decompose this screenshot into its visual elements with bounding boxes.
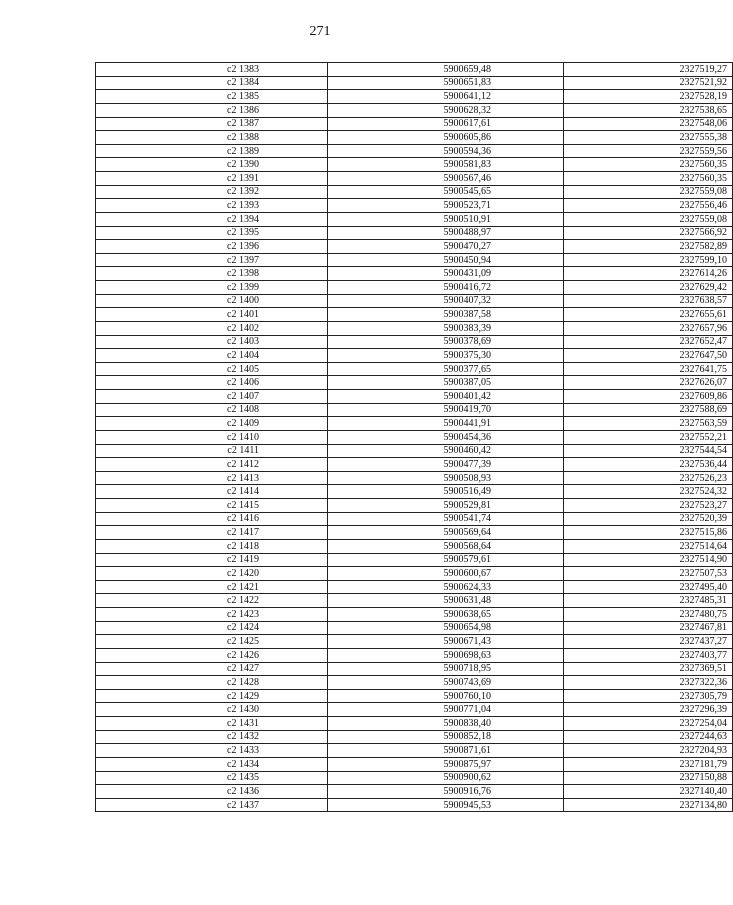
point-id-cell: c2 1391 — [96, 172, 328, 186]
point-id-cell: c2 1436 — [96, 785, 328, 799]
point-id-cell: c2 1386 — [96, 103, 328, 117]
table-row — [96, 131, 733, 145]
point-id-cell: c2 1394 — [96, 212, 328, 226]
y-coordinate-cell: 2327519,27 — [564, 63, 733, 77]
y-coordinate-cell: 2327485,31 — [564, 594, 733, 608]
x-coordinate-cell: 5900916,76 — [328, 785, 564, 799]
table-row — [96, 553, 733, 567]
table-row — [96, 717, 733, 731]
table-row — [96, 676, 733, 690]
table-row — [96, 172, 733, 186]
point-id-cell: c2 1426 — [96, 648, 328, 662]
x-coordinate-cell: 5900581,83 — [328, 158, 564, 172]
x-coordinate-cell: 5900488,97 — [328, 226, 564, 240]
table-row — [96, 608, 733, 622]
y-coordinate-cell: 2327305,79 — [564, 689, 733, 703]
y-coordinate-cell: 2327254,04 — [564, 717, 733, 731]
y-coordinate-cell: 2327544,54 — [564, 444, 733, 458]
y-coordinate-cell: 2327369,51 — [564, 662, 733, 676]
point-id-cell: c2 1405 — [96, 362, 328, 376]
table-row — [96, 294, 733, 308]
table-row — [96, 240, 733, 254]
x-coordinate-cell: 5900431,09 — [328, 267, 564, 281]
table-row — [96, 662, 733, 676]
table-row — [96, 771, 733, 785]
point-id-cell: c2 1406 — [96, 376, 328, 390]
y-coordinate-cell: 2327204,93 — [564, 744, 733, 758]
x-coordinate-cell: 5900638,65 — [328, 608, 564, 622]
y-coordinate-cell: 2327524,32 — [564, 485, 733, 499]
point-id-cell: c2 1390 — [96, 158, 328, 172]
coordinates-table-body — [96, 63, 733, 812]
point-id-cell: c2 1412 — [96, 458, 328, 472]
page-number: 271 — [309, 24, 331, 39]
point-id-cell: c2 1428 — [96, 676, 328, 690]
point-id-cell: c2 1414 — [96, 485, 328, 499]
point-id-cell: c2 1402 — [96, 321, 328, 335]
x-coordinate-cell: 5900470,27 — [328, 240, 564, 254]
x-coordinate-cell: 5900541,74 — [328, 512, 564, 526]
y-coordinate-cell: 2327244,63 — [564, 730, 733, 744]
table-row — [96, 730, 733, 744]
point-id-cell: c2 1401 — [96, 308, 328, 322]
x-coordinate-cell: 5900900,62 — [328, 771, 564, 785]
table-row — [96, 703, 733, 717]
x-coordinate-cell: 5900508,93 — [328, 471, 564, 485]
x-coordinate-cell: 5900875,97 — [328, 757, 564, 771]
point-id-cell: c2 1432 — [96, 730, 328, 744]
x-coordinate-cell: 5900545,65 — [328, 185, 564, 199]
table-row — [96, 798, 733, 812]
y-coordinate-cell: 2327181,79 — [564, 757, 733, 771]
table-row — [96, 103, 733, 117]
table-row — [96, 417, 733, 431]
x-coordinate-cell: 5900671,43 — [328, 635, 564, 649]
x-coordinate-cell: 5900838,40 — [328, 717, 564, 731]
table-row — [96, 635, 733, 649]
x-coordinate-cell: 5900945,53 — [328, 798, 564, 812]
point-id-cell: c2 1398 — [96, 267, 328, 281]
x-coordinate-cell: 5900377,65 — [328, 362, 564, 376]
point-id-cell: c2 1404 — [96, 349, 328, 363]
y-coordinate-cell: 2327629,42 — [564, 281, 733, 295]
table-row — [96, 458, 733, 472]
point-id-cell: c2 1425 — [96, 635, 328, 649]
x-coordinate-cell: 5900605,86 — [328, 131, 564, 145]
point-id-cell: c2 1397 — [96, 253, 328, 267]
point-id-cell: c2 1408 — [96, 403, 328, 417]
x-coordinate-cell: 5900387,58 — [328, 308, 564, 322]
point-id-cell: c2 1431 — [96, 717, 328, 731]
y-coordinate-cell: 2327657,96 — [564, 321, 733, 335]
y-coordinate-cell: 2327560,35 — [564, 158, 733, 172]
x-coordinate-cell: 5900617,61 — [328, 117, 564, 131]
table-row — [96, 158, 733, 172]
y-coordinate-cell: 2327140,40 — [564, 785, 733, 799]
point-id-cell: c2 1420 — [96, 567, 328, 581]
y-coordinate-cell: 2327495,40 — [564, 580, 733, 594]
table-row — [96, 580, 733, 594]
point-id-cell: c2 1416 — [96, 512, 328, 526]
coordinates-table — [95, 62, 733, 812]
table-row — [96, 403, 733, 417]
x-coordinate-cell: 5900567,46 — [328, 172, 564, 186]
table-row — [96, 757, 733, 771]
y-coordinate-cell: 2327150,88 — [564, 771, 733, 785]
point-id-cell: c2 1385 — [96, 90, 328, 104]
y-coordinate-cell: 2327134,80 — [564, 798, 733, 812]
x-coordinate-cell: 5900871,61 — [328, 744, 564, 758]
point-id-cell: c2 1427 — [96, 662, 328, 676]
x-coordinate-cell: 5900454,36 — [328, 430, 564, 444]
y-coordinate-cell: 2327563,59 — [564, 417, 733, 431]
x-coordinate-cell: 5900594,36 — [328, 144, 564, 158]
point-id-cell: c2 1419 — [96, 553, 328, 567]
x-coordinate-cell: 5900771,04 — [328, 703, 564, 717]
y-coordinate-cell: 2327555,38 — [564, 131, 733, 145]
point-id-cell: c2 1434 — [96, 757, 328, 771]
table-row — [96, 321, 733, 335]
table-row — [96, 90, 733, 104]
y-coordinate-cell: 2327437,27 — [564, 635, 733, 649]
table-row — [96, 362, 733, 376]
y-coordinate-cell: 2327647,50 — [564, 349, 733, 363]
y-coordinate-cell: 2327515,86 — [564, 526, 733, 540]
table-row — [96, 526, 733, 540]
point-id-cell: c2 1387 — [96, 117, 328, 131]
x-coordinate-cell: 5900383,39 — [328, 321, 564, 335]
point-id-cell: c2 1417 — [96, 526, 328, 540]
point-id-cell: c2 1423 — [96, 608, 328, 622]
table-row — [96, 308, 733, 322]
x-coordinate-cell: 5900477,39 — [328, 458, 564, 472]
point-id-cell: c2 1407 — [96, 390, 328, 404]
table-row — [96, 185, 733, 199]
table-row — [96, 199, 733, 213]
x-coordinate-cell: 5900698,63 — [328, 648, 564, 662]
y-coordinate-cell: 2327559,08 — [564, 185, 733, 199]
x-coordinate-cell: 5900460,42 — [328, 444, 564, 458]
x-coordinate-cell: 5900628,32 — [328, 103, 564, 117]
point-id-cell: c2 1422 — [96, 594, 328, 608]
y-coordinate-cell: 2327559,56 — [564, 144, 733, 158]
x-coordinate-cell: 5900579,61 — [328, 553, 564, 567]
table-row — [96, 253, 733, 267]
point-id-cell: c2 1437 — [96, 798, 328, 812]
table-row — [96, 117, 733, 131]
x-coordinate-cell: 5900760,10 — [328, 689, 564, 703]
table-row — [96, 621, 733, 635]
y-coordinate-cell: 2327582,89 — [564, 240, 733, 254]
y-coordinate-cell: 2327536,44 — [564, 458, 733, 472]
y-coordinate-cell: 2327467,81 — [564, 621, 733, 635]
table-row — [96, 281, 733, 295]
y-coordinate-cell: 2327403,77 — [564, 648, 733, 662]
y-coordinate-cell: 2327626,07 — [564, 376, 733, 390]
x-coordinate-cell: 5900568,64 — [328, 539, 564, 553]
x-coordinate-cell: 5900516,49 — [328, 485, 564, 499]
table-row — [96, 335, 733, 349]
table-row — [96, 471, 733, 485]
point-id-cell: c2 1418 — [96, 539, 328, 553]
point-id-cell: c2 1415 — [96, 499, 328, 513]
y-coordinate-cell: 2327560,35 — [564, 172, 733, 186]
x-coordinate-cell: 5900387,05 — [328, 376, 564, 390]
point-id-cell: c2 1400 — [96, 294, 328, 308]
point-id-cell: c2 1413 — [96, 471, 328, 485]
point-id-cell: c2 1403 — [96, 335, 328, 349]
y-coordinate-cell: 2327552,21 — [564, 430, 733, 444]
table-row — [96, 267, 733, 281]
point-id-cell: c2 1383 — [96, 63, 328, 77]
x-coordinate-cell: 5900378,69 — [328, 335, 564, 349]
table-row — [96, 390, 733, 404]
point-id-cell: c2 1411 — [96, 444, 328, 458]
y-coordinate-cell: 2327514,90 — [564, 553, 733, 567]
point-id-cell: c2 1424 — [96, 621, 328, 635]
x-coordinate-cell: 5900624,33 — [328, 580, 564, 594]
x-coordinate-cell: 5900852,18 — [328, 730, 564, 744]
x-coordinate-cell: 5900450,94 — [328, 253, 564, 267]
point-id-cell: c2 1399 — [96, 281, 328, 295]
table-row — [96, 444, 733, 458]
y-coordinate-cell: 2327296,39 — [564, 703, 733, 717]
table-row — [96, 594, 733, 608]
point-id-cell: c2 1421 — [96, 580, 328, 594]
x-coordinate-cell: 5900600,67 — [328, 567, 564, 581]
y-coordinate-cell: 2327556,46 — [564, 199, 733, 213]
y-coordinate-cell: 2327652,47 — [564, 335, 733, 349]
x-coordinate-cell: 5900641,12 — [328, 90, 564, 104]
table-row — [96, 485, 733, 499]
table-row — [96, 376, 733, 390]
table-row — [96, 499, 733, 513]
y-coordinate-cell: 2327588,69 — [564, 403, 733, 417]
table-row — [96, 648, 733, 662]
x-coordinate-cell: 5900510,91 — [328, 212, 564, 226]
y-coordinate-cell: 2327528,19 — [564, 90, 733, 104]
y-coordinate-cell: 2327521,92 — [564, 76, 733, 90]
y-coordinate-cell: 2327614,26 — [564, 267, 733, 281]
point-id-cell: c2 1430 — [96, 703, 328, 717]
y-coordinate-cell: 2327520,39 — [564, 512, 733, 526]
table-row — [96, 212, 733, 226]
y-coordinate-cell: 2327514,64 — [564, 539, 733, 553]
table-row — [96, 512, 733, 526]
x-coordinate-cell: 5900743,69 — [328, 676, 564, 690]
y-coordinate-cell: 2327655,61 — [564, 308, 733, 322]
x-coordinate-cell: 5900654,98 — [328, 621, 564, 635]
point-id-cell: c2 1433 — [96, 744, 328, 758]
point-id-cell: c2 1384 — [96, 76, 328, 90]
point-id-cell: c2 1395 — [96, 226, 328, 240]
x-coordinate-cell: 5900407,32 — [328, 294, 564, 308]
point-id-cell: c2 1389 — [96, 144, 328, 158]
point-id-cell: c2 1388 — [96, 131, 328, 145]
table-row — [96, 744, 733, 758]
table-row — [96, 226, 733, 240]
y-coordinate-cell: 2327548,06 — [564, 117, 733, 131]
table-row — [96, 785, 733, 799]
table-row — [96, 539, 733, 553]
point-id-cell: c2 1409 — [96, 417, 328, 431]
table-row — [96, 430, 733, 444]
point-id-cell: c2 1429 — [96, 689, 328, 703]
table-row — [96, 349, 733, 363]
x-coordinate-cell: 5900651,83 — [328, 76, 564, 90]
x-coordinate-cell: 5900659,48 — [328, 63, 564, 77]
y-coordinate-cell: 2327559,08 — [564, 212, 733, 226]
table-row — [96, 63, 733, 77]
x-coordinate-cell: 5900401,42 — [328, 390, 564, 404]
y-coordinate-cell: 2327523,27 — [564, 499, 733, 513]
x-coordinate-cell: 5900416,72 — [328, 281, 564, 295]
y-coordinate-cell: 2327609,86 — [564, 390, 733, 404]
x-coordinate-cell: 5900529,81 — [328, 499, 564, 513]
x-coordinate-cell: 5900631,48 — [328, 594, 564, 608]
point-id-cell: c2 1396 — [96, 240, 328, 254]
table-row — [96, 76, 733, 90]
y-coordinate-cell: 2327566,92 — [564, 226, 733, 240]
x-coordinate-cell: 5900441,91 — [328, 417, 564, 431]
point-id-cell: c2 1393 — [96, 199, 328, 213]
x-coordinate-cell: 5900569,64 — [328, 526, 564, 540]
x-coordinate-cell: 5900375,30 — [328, 349, 564, 363]
table-row — [96, 567, 733, 581]
table-row — [96, 144, 733, 158]
y-coordinate-cell: 2327538,65 — [564, 103, 733, 117]
x-coordinate-cell: 5900523,71 — [328, 199, 564, 213]
y-coordinate-cell: 2327507,53 — [564, 567, 733, 581]
x-coordinate-cell: 5900419,70 — [328, 403, 564, 417]
y-coordinate-cell: 2327641,75 — [564, 362, 733, 376]
x-coordinate-cell: 5900718,95 — [328, 662, 564, 676]
point-id-cell: c2 1410 — [96, 430, 328, 444]
y-coordinate-cell: 2327599,10 — [564, 253, 733, 267]
y-coordinate-cell: 2327526,23 — [564, 471, 733, 485]
y-coordinate-cell: 2327638,57 — [564, 294, 733, 308]
y-coordinate-cell: 2327480,75 — [564, 608, 733, 622]
point-id-cell: c2 1392 — [96, 185, 328, 199]
y-coordinate-cell: 2327322,36 — [564, 676, 733, 690]
table-row — [96, 689, 733, 703]
point-id-cell: c2 1435 — [96, 771, 328, 785]
